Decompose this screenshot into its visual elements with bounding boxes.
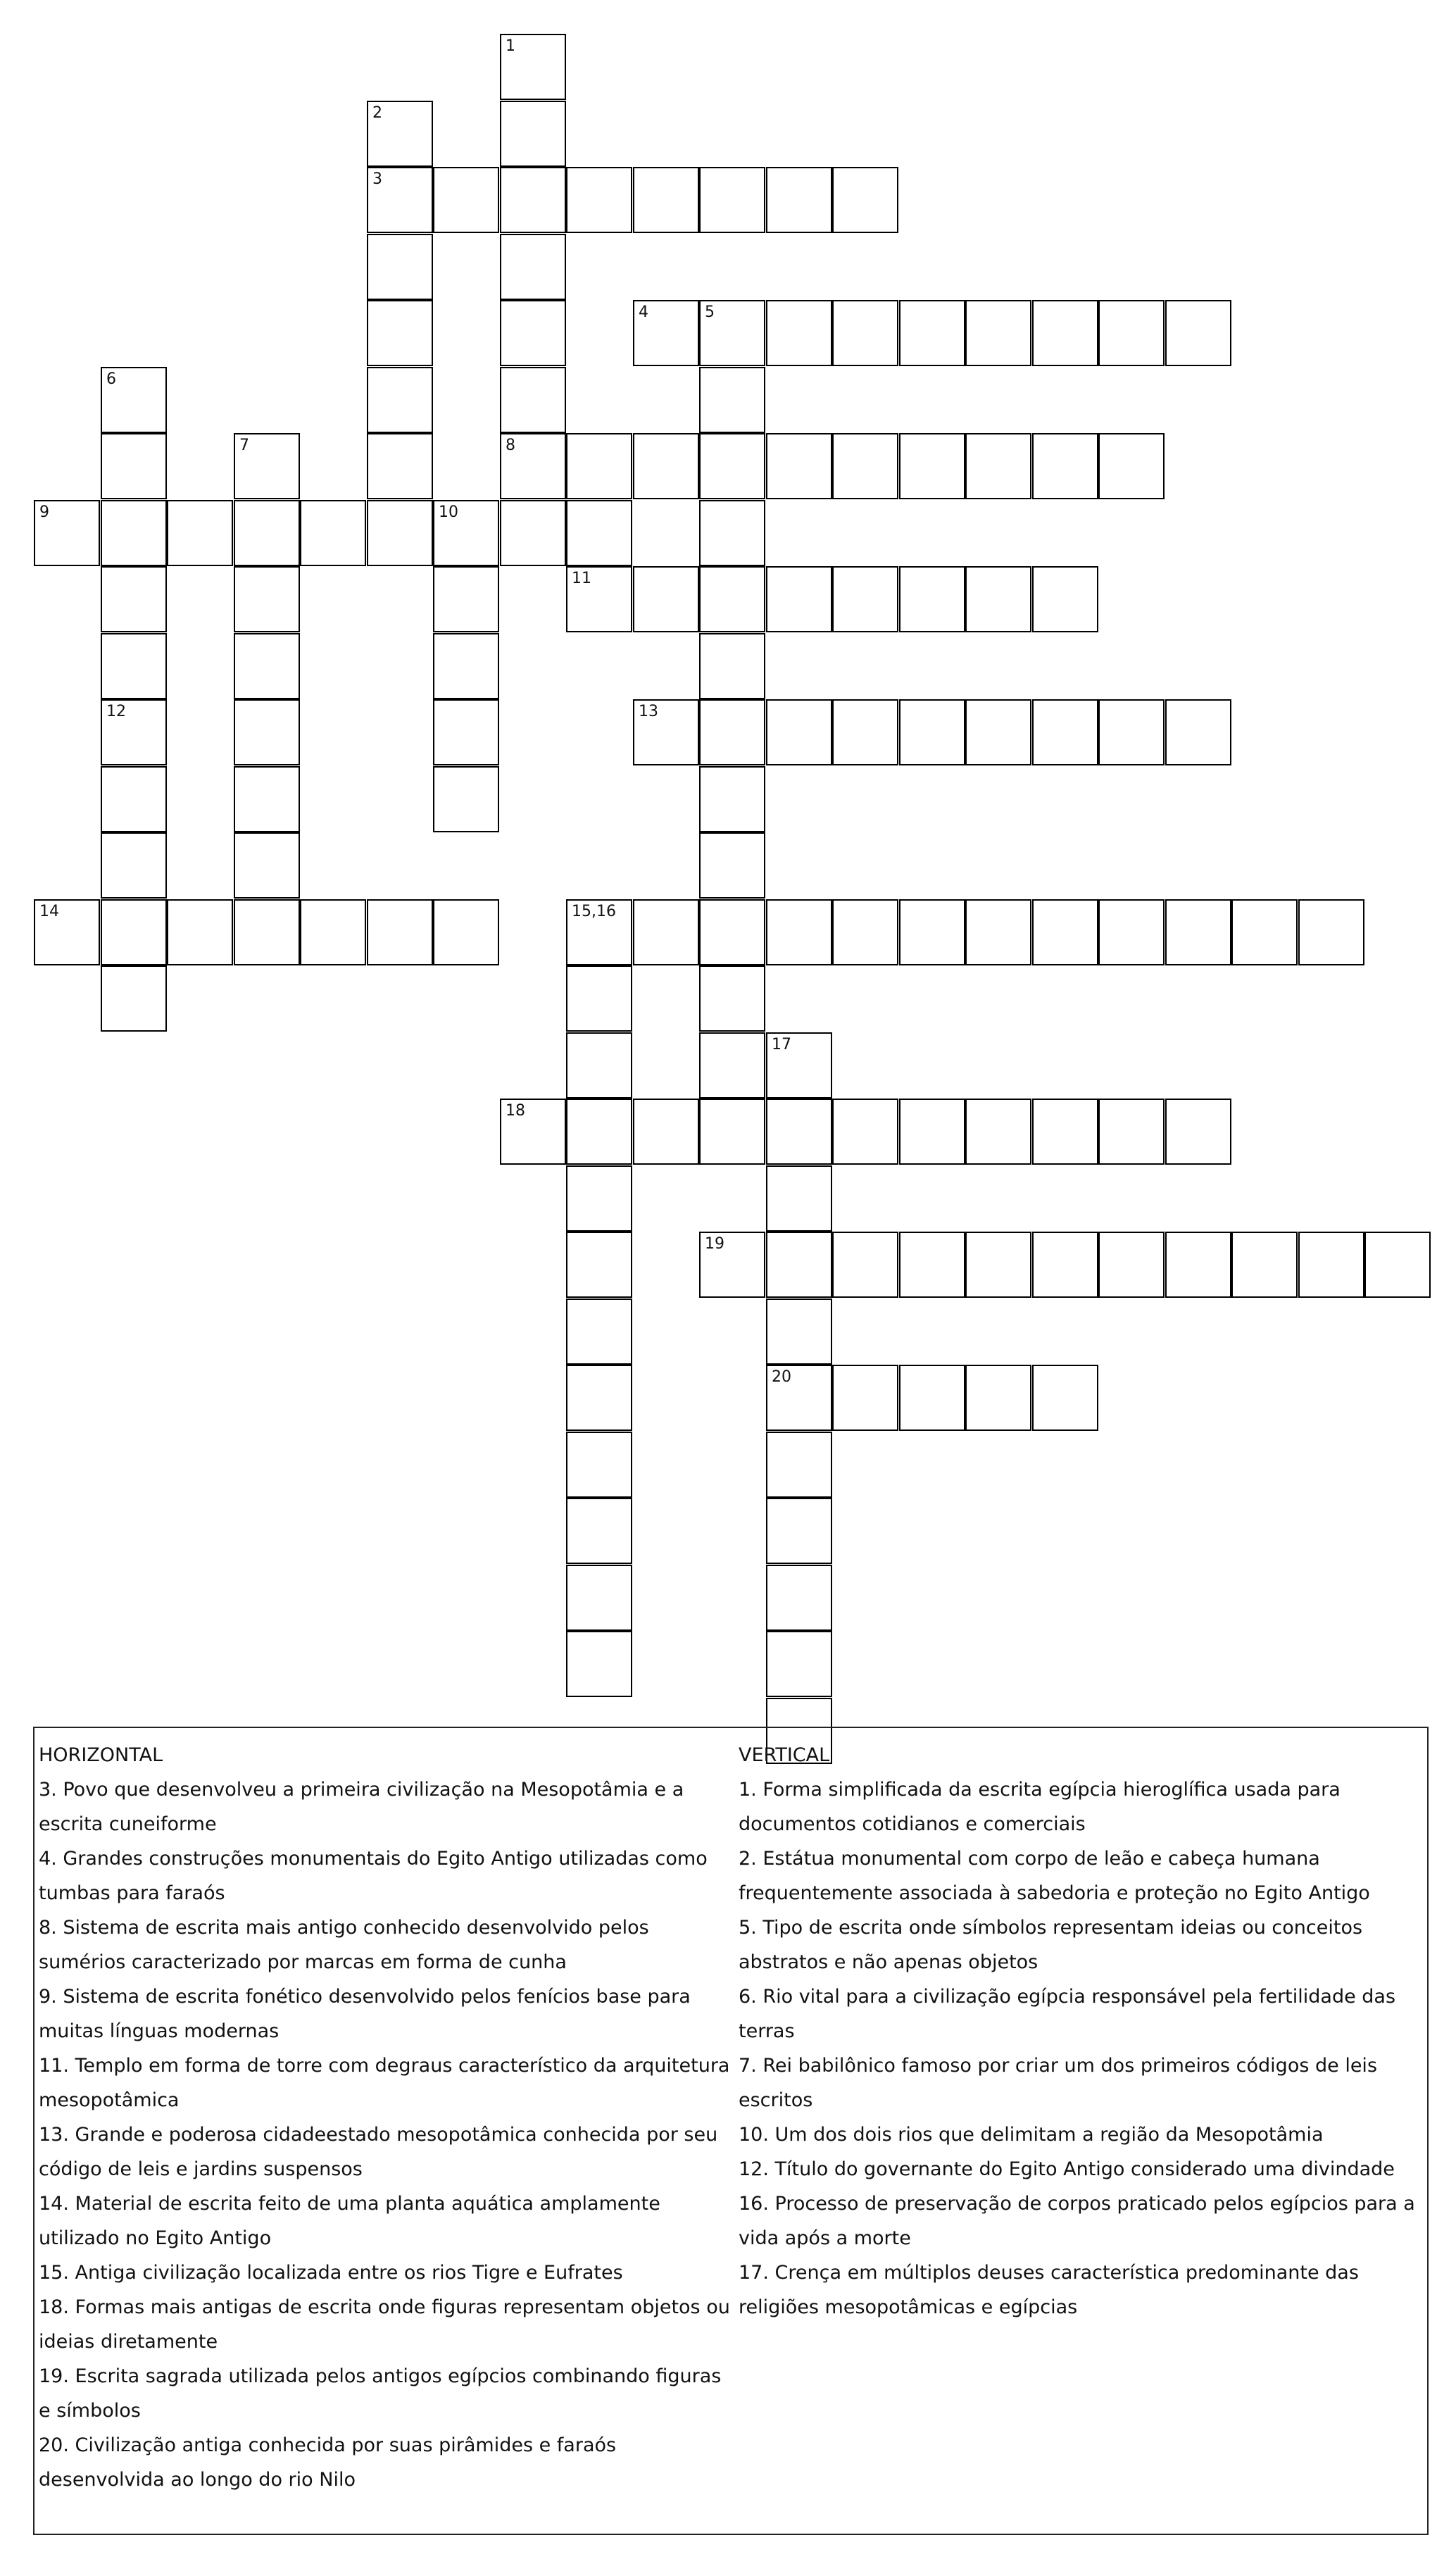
grid-cell[interactable] (699, 433, 765, 499)
grid-cell[interactable] (766, 1299, 832, 1365)
grid-cell[interactable] (766, 1032, 832, 1099)
grid-cell[interactable] (766, 1565, 832, 1631)
grid-cell[interactable] (899, 1365, 965, 1431)
grid-cell[interactable] (899, 1099, 965, 1165)
grid-cell[interactable] (234, 500, 300, 566)
grid-cell[interactable] (1298, 1232, 1364, 1298)
grid-cell[interactable] (300, 500, 366, 566)
grid-cell[interactable] (500, 500, 566, 566)
grid-cell[interactable] (566, 1565, 632, 1631)
clue-number: 2 (372, 104, 382, 122)
grid-cell[interactable] (699, 367, 765, 433)
horizontal-clue: 18. Formas mais antigas de escrita onde figuras representam objetos ou ideias diretamente (39, 2296, 730, 2353)
grid-cell[interactable] (633, 566, 699, 632)
grid-cell[interactable] (899, 566, 965, 632)
grid-cell[interactable] (1032, 1365, 1098, 1431)
grid-cell[interactable] (766, 1631, 832, 1697)
grid-cell[interactable] (832, 167, 898, 233)
clue-number: 5 (705, 304, 715, 321)
horizontal-clue: 13. Grande e poderosa cidadeestado mesopotâmica conhecida por seu código de leis e jardins suspensos (39, 2124, 718, 2180)
grid-cell[interactable] (1032, 1232, 1098, 1298)
grid-cell[interactable] (1165, 1099, 1231, 1165)
horizontal-clue: 19. Escrita sagrada utilizada pelos antigos egípcios combinando figuras e símbolos (39, 2365, 722, 2422)
clue-number: 11 (572, 570, 591, 587)
vertical-clue: 6. Rio vital para a civilização egípcia responsável pela fertilidade das terras (739, 1986, 1396, 2042)
grid-cell[interactable] (1165, 1232, 1231, 1298)
grid-cell[interactable] (1098, 1099, 1165, 1165)
grid-cell[interactable] (1098, 300, 1165, 366)
grid-cell[interactable] (766, 1099, 832, 1165)
grid-cell[interactable] (766, 1498, 832, 1564)
grid-cell[interactable] (500, 433, 566, 499)
grid-cell[interactable] (766, 167, 832, 233)
grid-cell[interactable] (566, 1631, 632, 1697)
grid-cell[interactable] (699, 1099, 765, 1165)
grid-cell[interactable] (367, 300, 433, 366)
grid-cell[interactable] (965, 1232, 1031, 1298)
clue-number: 19 (705, 1235, 724, 1253)
grid-cell[interactable] (367, 234, 433, 300)
grid-cell[interactable] (899, 899, 965, 965)
vertical-clue: 10. Um dos dois rios que delimitam a região da Mesopotâmia (739, 2124, 1324, 2146)
grid-cell[interactable] (500, 367, 566, 433)
grid-cell[interactable] (766, 1165, 832, 1232)
grid-cell[interactable] (832, 433, 898, 499)
clue-number: 7 (239, 437, 249, 454)
grid-cell[interactable] (566, 433, 632, 499)
grid-cell[interactable] (1032, 699, 1098, 765)
clue-number: 1 (506, 37, 515, 55)
grid-cell[interactable] (234, 832, 300, 899)
grid-cell[interactable] (699, 1232, 765, 1298)
grid-cell[interactable] (566, 899, 632, 965)
grid-cell[interactable] (433, 899, 499, 965)
horizontal-clue: 20. Civilização antiga conhecida por suas pirâmides e faraós desenvolvida ao longo do rio Nilo (39, 2434, 617, 2491)
clue-number: 10 (439, 503, 458, 521)
grid-cell[interactable] (566, 1032, 632, 1099)
grid-cell[interactable] (234, 766, 300, 832)
grid-cell[interactable] (766, 433, 832, 499)
horizontal-heading: HORIZONTAL (39, 1744, 163, 1766)
grid-cell[interactable] (566, 1365, 632, 1431)
grid-cell[interactable] (766, 1232, 832, 1298)
grid-cell[interactable] (566, 1165, 632, 1232)
grid-cell[interactable] (500, 34, 566, 100)
grid-cell[interactable] (1032, 899, 1098, 965)
grid-cell[interactable] (699, 832, 765, 899)
grid-cell[interactable] (1098, 899, 1165, 965)
grid-cell[interactable] (167, 500, 233, 566)
grid-cell[interactable] (101, 766, 167, 832)
grid-cell[interactable] (699, 699, 765, 765)
grid-cell[interactable] (1098, 699, 1165, 765)
grid-cell[interactable] (101, 500, 167, 566)
grid-cell[interactable] (234, 566, 300, 632)
vertical-clue: 1. Forma simplificada da escrita egípcia hieroglífica usada para documentos cotidianos e comerciais (739, 1779, 1341, 1835)
grid-cell[interactable] (832, 699, 898, 765)
clue-number: 4 (639, 304, 648, 321)
clue-number: 8 (506, 437, 515, 454)
grid-cell[interactable] (699, 500, 765, 566)
horizontal-clues (39, 1738, 736, 2497)
grid-cell[interactable] (699, 1032, 765, 1099)
grid-cell[interactable] (633, 899, 699, 965)
clue-number: 15,16 (572, 903, 616, 920)
grid-cell[interactable] (433, 699, 499, 765)
grid-cell[interactable] (832, 899, 898, 965)
clue-number: 13 (639, 703, 658, 720)
grid-cell[interactable] (1032, 433, 1098, 499)
grid-cell[interactable] (433, 633, 499, 699)
grid-cell[interactable] (699, 300, 765, 366)
grid-cell[interactable] (965, 1099, 1031, 1165)
clue-number: 3 (372, 170, 382, 188)
grid-cell[interactable] (433, 766, 499, 832)
grid-cell[interactable] (899, 300, 965, 366)
grid-cell[interactable] (965, 566, 1031, 632)
grid-cell[interactable] (367, 899, 433, 965)
grid-cell[interactable] (101, 433, 167, 499)
grid-cell[interactable] (965, 699, 1031, 765)
grid-cell[interactable] (1165, 699, 1231, 765)
vertical-clue: 7. Rei babilônico famoso por criar um dos primeiros códigos de leis escritos (739, 2055, 1378, 2111)
vertical-heading: VERTICAL (739, 1744, 830, 1766)
grid-cell[interactable] (1032, 300, 1098, 366)
grid-cell[interactable] (633, 300, 699, 366)
horizontal-clue: 15. Antiga civilização localizada entre os rios Tigre e Eufrates (39, 2262, 623, 2284)
grid-cell[interactable] (101, 899, 167, 965)
grid-cell[interactable] (633, 433, 699, 499)
grid-cell[interactable] (566, 965, 632, 1032)
grid-cell[interactable] (832, 1099, 898, 1165)
grid-cell[interactable] (566, 167, 632, 233)
grid-cell[interactable] (899, 699, 965, 765)
grid-cell[interactable] (500, 234, 566, 300)
grid-cell[interactable] (766, 1432, 832, 1498)
grid-cell[interactable] (1032, 1099, 1098, 1165)
horizontal-clue: 3. Povo que desenvolveu a primeira civilização na Mesopotâmia e a escrita cuneiforme (39, 1779, 684, 1835)
vertical-clues (739, 1738, 1422, 2325)
vertical-clue: 17. Crença em múltiplos deuses característica predominante das religiões mesopotâmicas e egípcias (739, 2262, 1359, 2318)
grid-cell[interactable] (699, 633, 765, 699)
grid-cell[interactable] (566, 566, 632, 632)
grid-cell[interactable] (566, 500, 632, 566)
grid-cell[interactable] (367, 101, 433, 167)
grid-cell[interactable] (367, 367, 433, 433)
vertical-clue: 2. Estátua monumental com corpo de leão e cabeça humana frequentemente associada à sabedoria e proteção no Egito Antigo (739, 1848, 1370, 1904)
grid-cell[interactable] (101, 566, 167, 632)
grid-cell[interactable] (1098, 433, 1165, 499)
grid-cell[interactable] (566, 1498, 632, 1564)
grid-cell[interactable] (965, 1365, 1031, 1431)
vertical-clue: 16. Processo de preservação de corpos praticado pelos egípcios para a vida após a morte (739, 2193, 1415, 2249)
clue-number: 12 (106, 703, 126, 720)
clue-number: 18 (506, 1102, 525, 1120)
grid-cell[interactable] (1098, 1232, 1165, 1298)
grid-cell[interactable] (832, 566, 898, 632)
horizontal-clue: 11. Templo em forma de torre com degraus característico da arquitetura mesopotâmica (39, 2055, 730, 2111)
clue-number: 14 (39, 903, 59, 920)
grid-cell[interactable] (433, 167, 499, 233)
grid-cell[interactable] (566, 1299, 632, 1365)
grid-cell[interactable] (500, 300, 566, 366)
grid-cell[interactable] (1165, 300, 1231, 366)
grid-cell[interactable] (367, 167, 433, 233)
horizontal-clue: 9. Sistema de escrita fonético desenvolvido pelos fenícios base para muitas línguas modernas (39, 1986, 691, 2042)
grid-cell[interactable] (832, 300, 898, 366)
grid-cell[interactable] (566, 1432, 632, 1498)
grid-cell[interactable] (633, 1099, 699, 1165)
grid-cell[interactable] (899, 433, 965, 499)
grid-cell[interactable] (1032, 566, 1098, 632)
grid-cell[interactable] (965, 300, 1031, 366)
grid-cell[interactable] (234, 433, 300, 499)
grid-cell[interactable] (300, 899, 366, 965)
grid-cell[interactable] (965, 899, 1031, 965)
grid-cell[interactable] (699, 566, 765, 632)
grid-cell[interactable] (1364, 1232, 1431, 1298)
grid-cell[interactable] (766, 566, 832, 632)
grid-cell[interactable] (101, 367, 167, 433)
horizontal-clue: 4. Grandes construções monumentais do Egito Antigo utilizadas como tumbas para faraós (39, 1848, 708, 1904)
grid-cell[interactable] (433, 566, 499, 632)
clue-number: 6 (106, 370, 116, 388)
grid-cell[interactable] (500, 101, 566, 167)
vertical-clue: 12. Título do governante do Egito Antigo considerado uma divindade (739, 2158, 1395, 2180)
grid-cell[interactable] (832, 1232, 898, 1298)
grid-cell[interactable] (1231, 1232, 1298, 1298)
clue-number: 9 (39, 503, 49, 521)
horizontal-clue: 14. Material de escrita feito de uma planta aquática amplamente utilizado no Egito Antigo (39, 2193, 660, 2249)
grid-cell[interactable] (566, 1099, 632, 1165)
grid-cell[interactable] (899, 1232, 965, 1298)
grid-cell[interactable] (766, 699, 832, 765)
grid-cell[interactable] (766, 1365, 832, 1431)
grid-cell[interactable] (101, 965, 167, 1032)
grid-cell[interactable] (832, 1365, 898, 1431)
vertical-clue: 5. Tipo de escrita onde símbolos representam ideias ou conceitos abstratos e não apenas objetos (739, 1917, 1363, 1973)
grid-cell[interactable] (1298, 899, 1364, 965)
grid-cell[interactable] (699, 899, 765, 965)
grid-cell[interactable] (633, 167, 699, 233)
grid-cell[interactable] (101, 832, 167, 899)
grid-cell[interactable] (1165, 899, 1231, 965)
grid-cell[interactable] (367, 500, 433, 566)
grid-cell[interactable] (1231, 899, 1298, 965)
grid-cell[interactable] (34, 899, 100, 965)
grid-cell[interactable] (367, 433, 433, 499)
grid-cell[interactable] (234, 899, 300, 965)
grid-cell[interactable] (34, 500, 100, 566)
grid-cell[interactable] (167, 899, 233, 965)
grid-cell[interactable] (766, 300, 832, 366)
grid-cell[interactable] (433, 500, 499, 566)
grid-cell[interactable] (101, 633, 167, 699)
grid-cell[interactable] (699, 965, 765, 1032)
clue-number: 20 (772, 1368, 791, 1386)
grid-cell[interactable] (500, 1099, 566, 1165)
grid-cell[interactable] (633, 699, 699, 765)
horizontal-clue: 8. Sistema de escrita mais antigo conhecido desenvolvido pelos sumérios caracterizado por marcas em forma de cunha (39, 1917, 649, 1973)
grid-cell[interactable] (500, 167, 566, 233)
grid-cell[interactable] (566, 1232, 632, 1298)
grid-cell[interactable] (234, 633, 300, 699)
grid-cell[interactable] (101, 699, 167, 765)
grid-cell[interactable] (234, 699, 300, 765)
clues-box (33, 1727, 1429, 2535)
grid-cell[interactable] (699, 766, 765, 832)
grid-cell[interactable] (699, 167, 765, 233)
grid-cell[interactable] (965, 433, 1031, 499)
grid-cell[interactable] (766, 899, 832, 965)
clue-number: 17 (772, 1036, 791, 1053)
